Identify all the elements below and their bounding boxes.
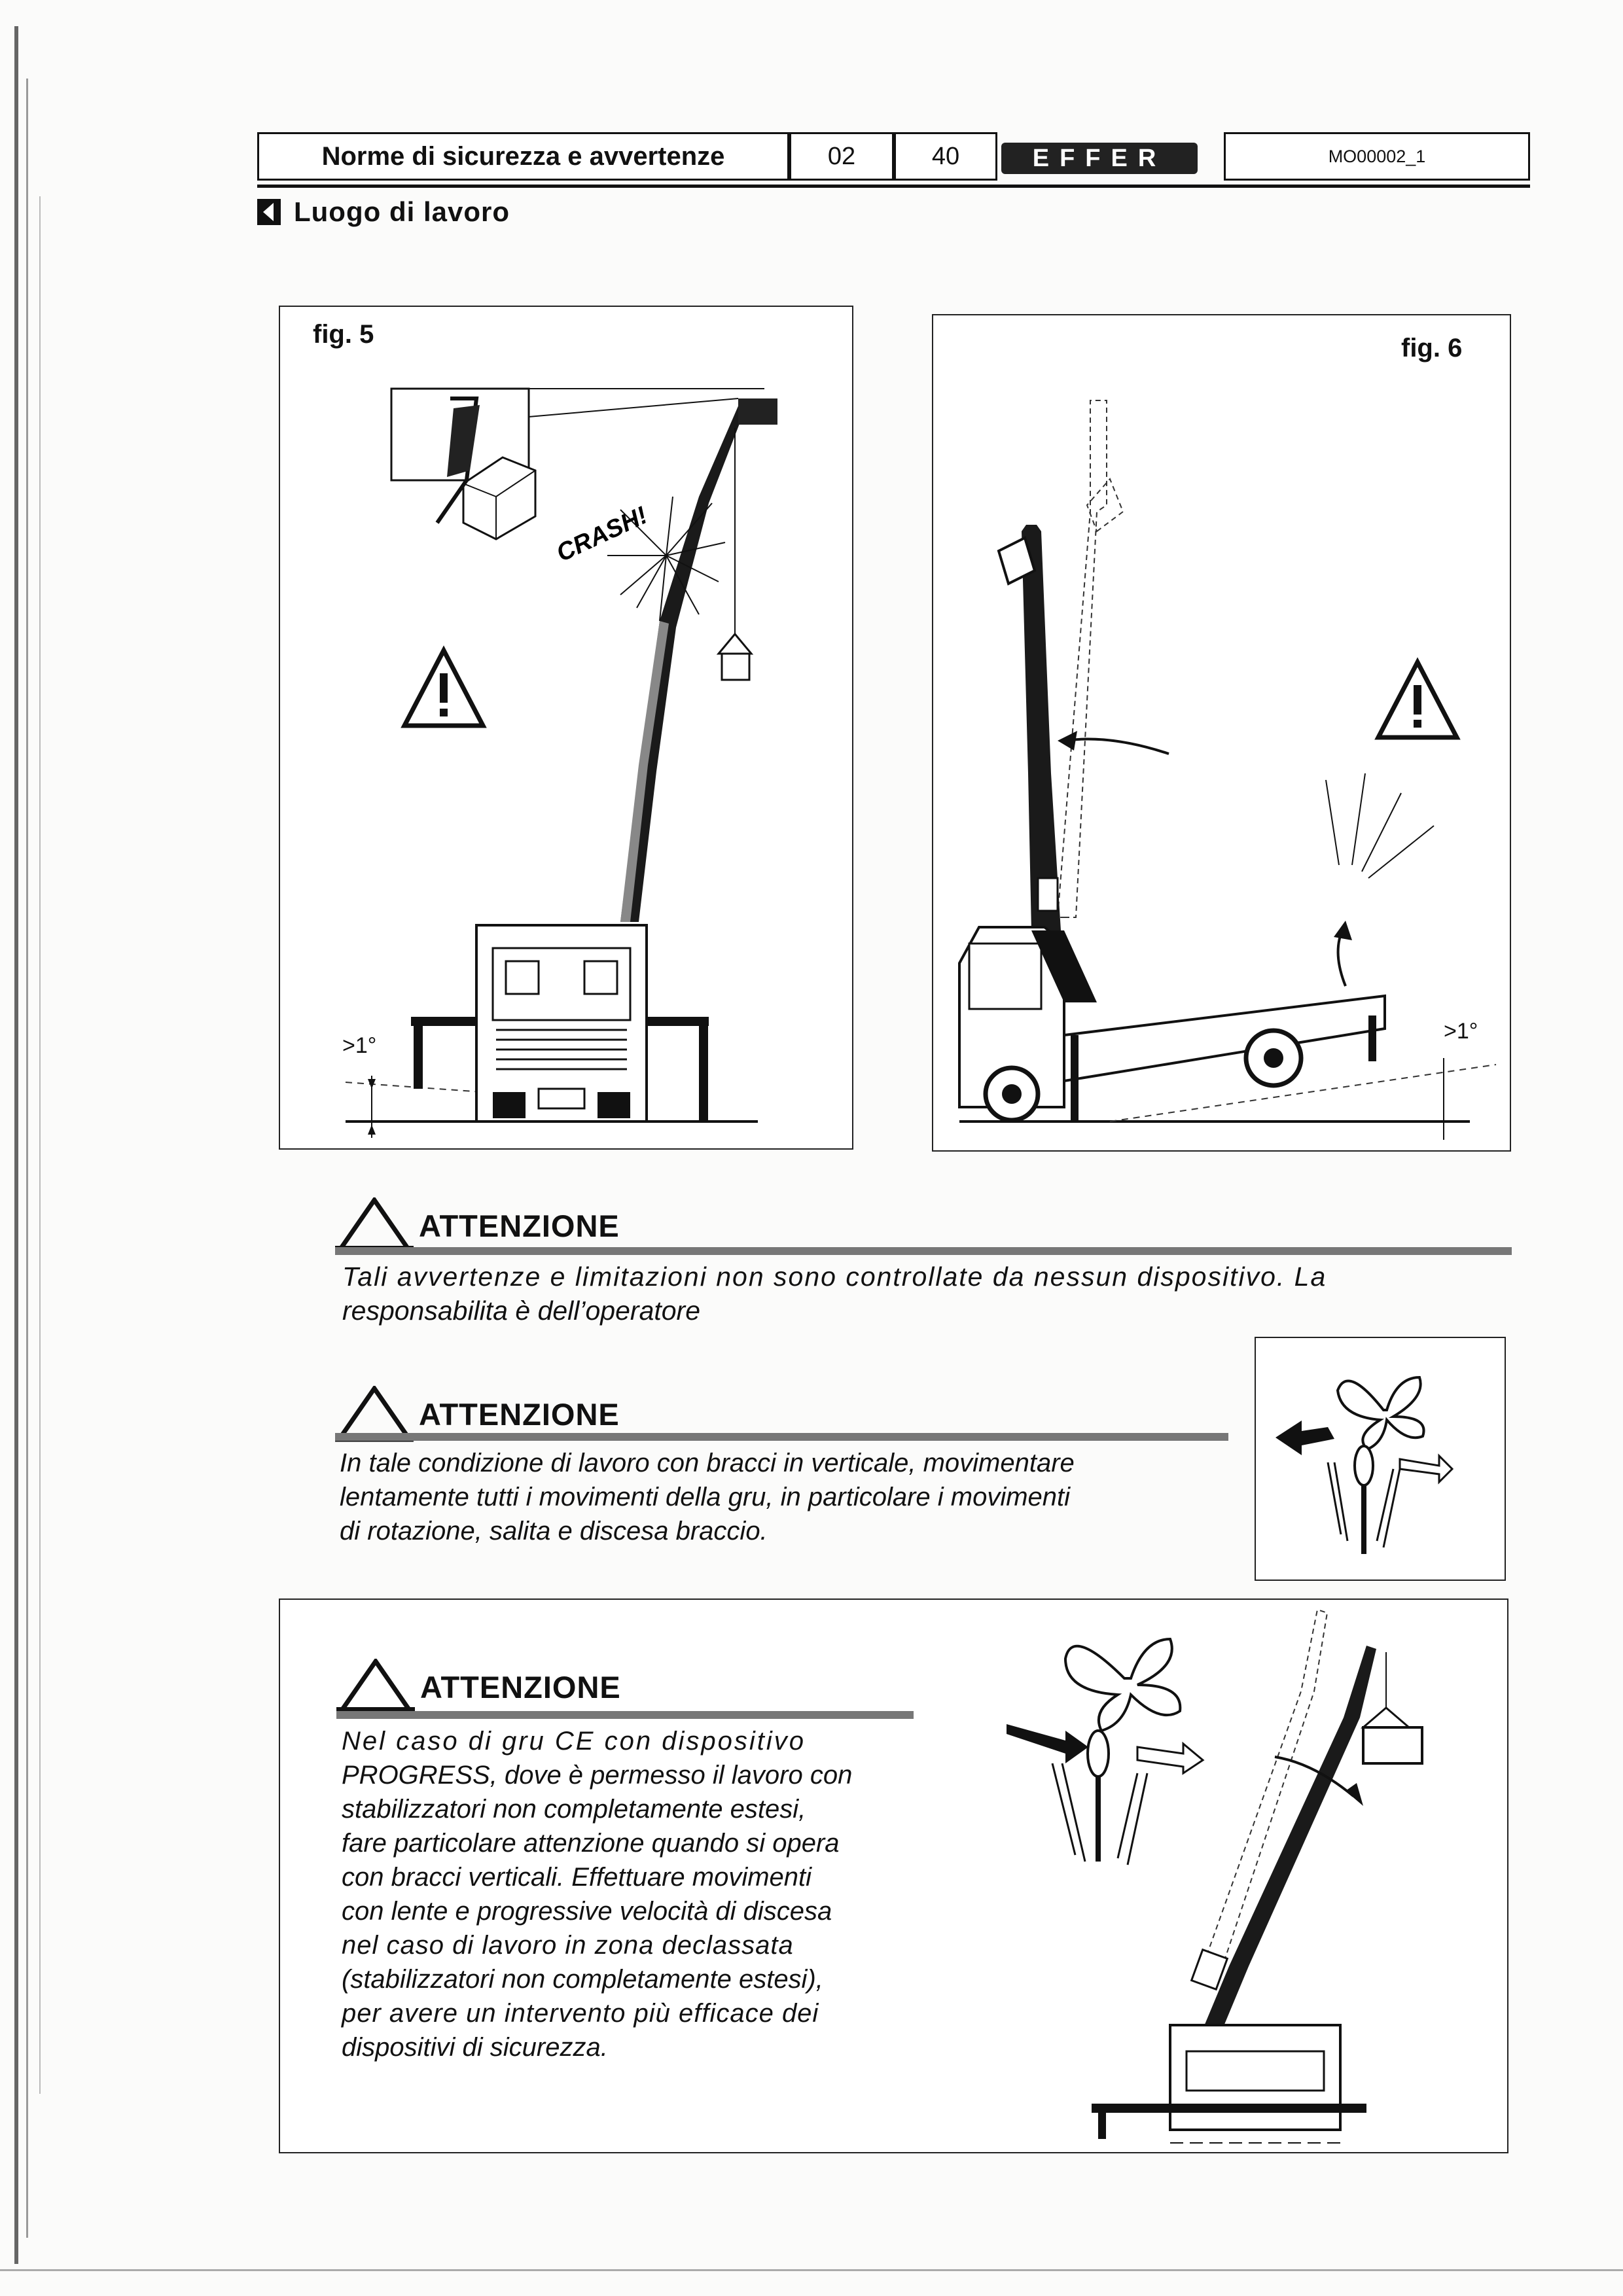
header-rule: [257, 185, 1530, 188]
scan-edge-line: [26, 79, 28, 2238]
figure-5-angle-label: >1°: [342, 1033, 377, 1058]
scan-edge-line: [14, 26, 18, 2264]
back-arrow-icon: [257, 199, 281, 225]
header-doc-code: MO00002_1: [1224, 132, 1530, 181]
warning-triangle-icon: [336, 1659, 415, 1715]
warning-2-title-text: ATTENZIONE: [419, 1396, 620, 1432]
warning-2-text: [340, 1446, 1075, 1548]
brand-logo: EFFER: [1001, 143, 1198, 174]
warning-3-title-text: ATTENZIONE: [420, 1669, 621, 1704]
warning-1-text: [342, 1260, 1327, 1328]
section-heading: [257, 196, 510, 228]
warning-2-rule: [335, 1433, 1228, 1441]
warning-3-rule: [336, 1711, 914, 1719]
warning-2-line: di rotazione, salita e discesa braccio.: [340, 1517, 768, 1545]
warning-1-title: [335, 1197, 620, 1254]
warning-3-line: dispositivi di sicurezza.: [342, 2033, 608, 2062]
scan-bottom-line: [0, 2269, 1623, 2271]
figure-6-angle-label: >1°: [1444, 1019, 1478, 1044]
slow-movement-icon: [1256, 1338, 1505, 1580]
warning-3-line: Nel caso di gru CE con dispositivo: [342, 1727, 806, 1756]
slow-movement-box: [1255, 1337, 1506, 1581]
header-title: Norme di sicurezza e avvertenze: [257, 132, 789, 181]
section-title: Luogo di lavoro: [294, 196, 510, 227]
figure-6-label: fig. 6: [1401, 334, 1463, 362]
warning-2-line: lentamente tutti i movimenti della gru, in particolare i movimenti: [340, 1483, 1071, 1511]
figure-5-label: fig. 5: [313, 320, 374, 349]
warning-3-text: [342, 1724, 852, 2064]
crash-text: CRASH!: [552, 501, 652, 568]
warning-3-line: PROGRESS, dove è permesso il lavoro con: [342, 1761, 853, 1790]
warning-1-line: responsabilita è dell’operatore: [342, 1296, 701, 1326]
warning-2-line: In tale condizione di lavoro con bracci in verticale, movimentare: [340, 1449, 1075, 1477]
warning-1-rule: [335, 1247, 1512, 1255]
warning-3-line: con bracci verticali. Effettuare movimenti: [342, 1863, 812, 1892]
warning-3-line: per avere un intervento più efficace dei: [342, 1999, 819, 2028]
warning-3-line: con lente e progressive velocità di discesa: [342, 1897, 832, 1926]
header-page-number: 40: [894, 132, 997, 181]
warning-3-line: fare particolare attenzione quando si opera: [342, 1829, 840, 1858]
warning-3-line: stabilizzatori non completamente estesi,: [342, 1795, 806, 1824]
scan-edge-line: [39, 196, 41, 2094]
figure-6-illustration: [933, 315, 1510, 1150]
warning-1-title-text: ATTENZIONE: [419, 1208, 620, 1243]
warning-3-line: (stabilizzatori non completamente estesi),: [342, 1965, 823, 1994]
warning-1-line: Tali avvertenze e limitazioni non sono controllate da nessun dispositivo. La: [342, 1262, 1327, 1292]
warning-3-box: [279, 1598, 1508, 2153]
figure-5-illustration: [280, 307, 852, 1148]
figure-5-box: [279, 306, 853, 1150]
warning-3-line: nel caso di lavoro in zona declassata: [342, 1931, 794, 1960]
warning-3-title: [336, 1659, 621, 1715]
figure-6-box: [932, 314, 1511, 1152]
warning-triangle-icon: [335, 1197, 414, 1254]
header-section-number: 02: [789, 132, 894, 181]
